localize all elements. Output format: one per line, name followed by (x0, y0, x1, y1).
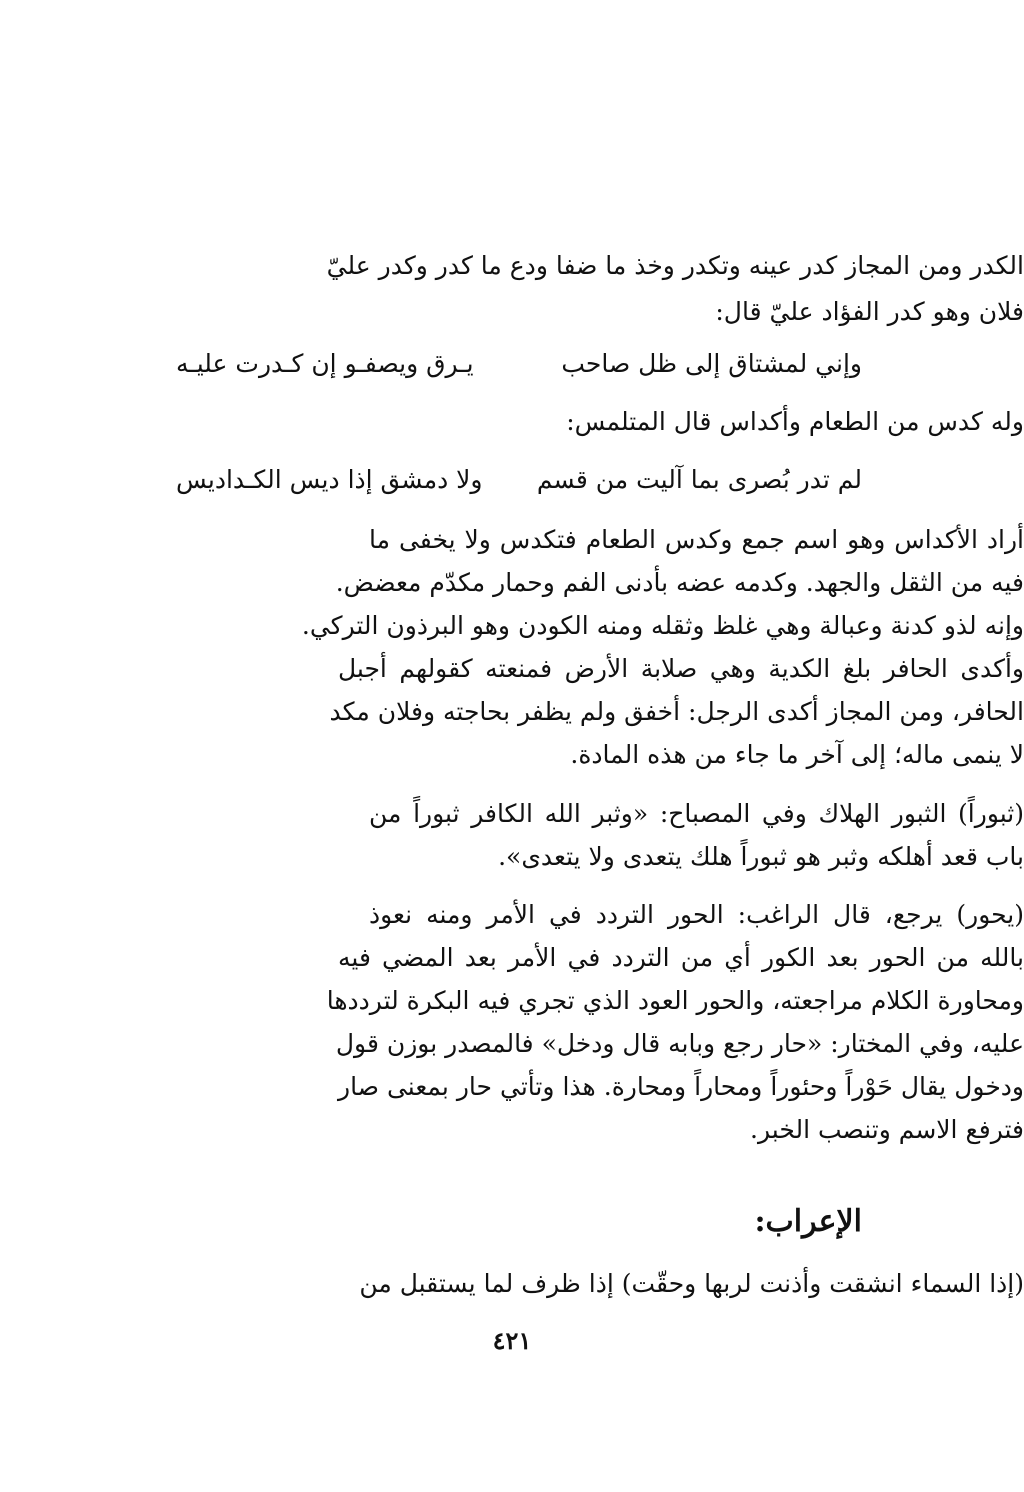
text-line: فترفع الاسم وتنصب الخبر. (750, 1115, 1024, 1144)
text-line: (ثبوراً) الثبور الهلاك وفي المصباح: «وثبر الله الكافر ثبوراً من (369, 799, 1024, 828)
verse-second-hemistich: ولا دمشق إذا ديس الكـداديس (176, 465, 483, 494)
text-line: لا ينمى ماله؛ إلى آخر ما جاء من هذه المادة. (570, 740, 1024, 769)
text-line: فلان وهو كدر الفؤاد عليّ قال: (715, 297, 1024, 326)
text-line: فيه من الثقل والجهد. وكدمه عضه بأدنى الفم وحمار مكدّم معضض. (335, 568, 1024, 597)
text-line: (إذا السماء انشقت وأذنت لربها وحقّت) إذا ظرف لما يستقبل من (359, 1269, 1024, 1298)
text-line: ومحاورة الكلام مراجعته، والحور العود الذي تجري فيه البكرة لترددها (326, 986, 1024, 1015)
text-line: وإنه لذو كدنة وعبالة وهي غلظ وثقله ومنه الكودن وهو البرذون التركي. (301, 611, 1024, 640)
verse-first-hemistich: وإني لمشتاق إلى ظل صاحب (561, 349, 862, 378)
text-line: أراد الأكداس وهو اسم جمع وكدس الطعام فتكدس ولا يخفى ما (369, 525, 1024, 554)
text-line: وله كدس من الطعام وأكداس قال المتلمس: (566, 407, 1024, 436)
verse-first-hemistich: لم تدر بُصرى بما آليت من قسم (536, 465, 862, 494)
section-heading: الإعراب: (754, 1204, 862, 1239)
text-line: (يحور) يرجع، قال الراغب: الحور التردد في الأمر ومنه نعوذ (369, 900, 1024, 929)
text-line: بالله من الحور بعد الكور أي من التردد في الأمر بعد المضي فيه (338, 943, 1024, 972)
text-line: عليه، وفي المختار: «حار رجع وبابه قال ودخل» فالمصدر بوزن قول (335, 1029, 1024, 1058)
text-line: ودخول يقال حَوْراً وحئوراً ومحاراً ومحارة. هذا وتأتي حار بمعنى صار (338, 1072, 1024, 1101)
text-line: وأكدى الحافر بلغ الكدية وهي صلابة الأرض فمنعته كقولهم أجبل (338, 654, 1024, 683)
text-line: الكدر ومن المجاز كدر عينه وتكدر وخذ ما ضفا ودع ما كدر وكدر عليّ (326, 251, 1024, 280)
verse-second-hemistich: يـرق ويصفـو إن كـدرت عليـه (176, 349, 474, 378)
text-line: الحافر، ومن المجاز أكدى الرجل: أخفق ولم يظفر بحاجته وفلان مكد (329, 697, 1024, 726)
page-number: ٤٢١ (492, 1326, 532, 1355)
text-line: باب قعد أهلكه وثبر هو ثبوراً هلك يتعدى ولا يتعدى». (498, 842, 1024, 871)
